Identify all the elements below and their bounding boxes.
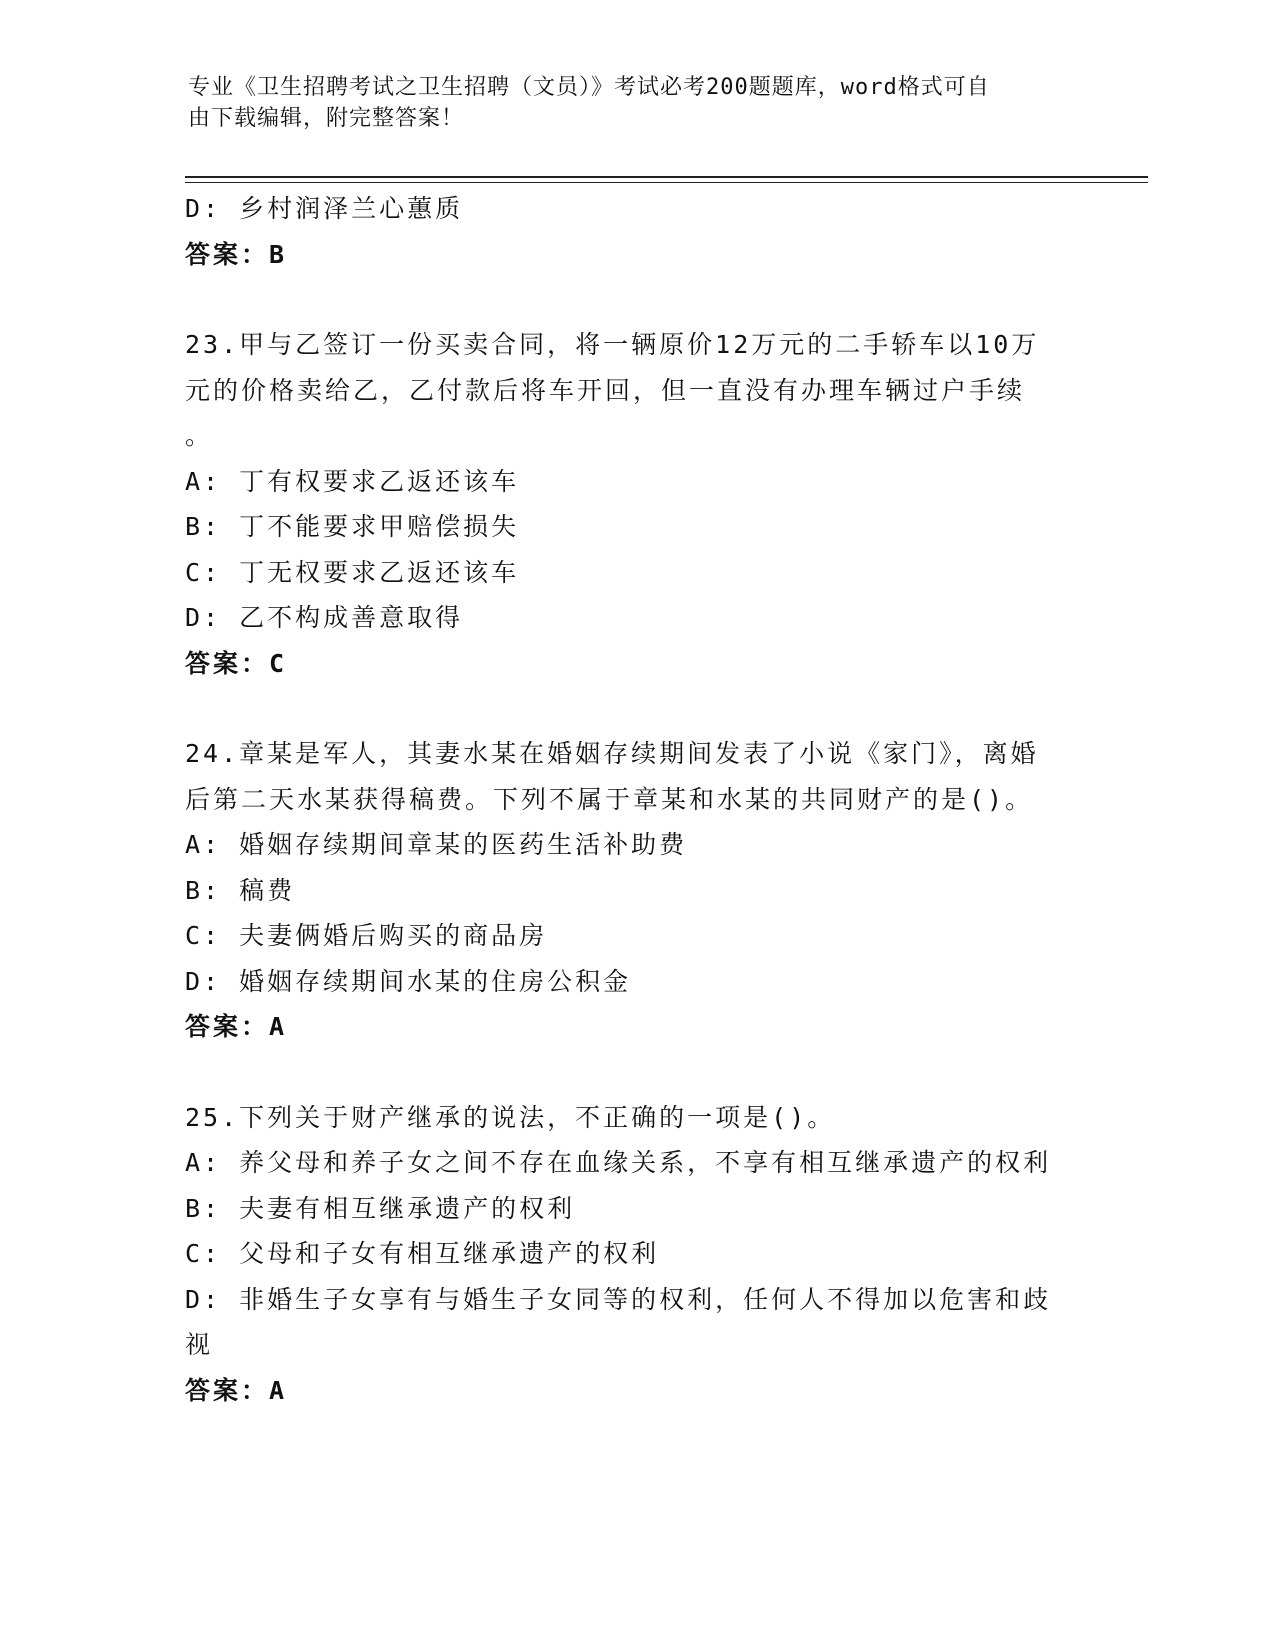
answer: 答案：A xyxy=(185,1012,288,1041)
option-d: D: 婚姻存续期间水某的住房公积金 xyxy=(185,966,632,996)
header-line: 专业《卫生招聘考试之卫生招聘（文员）》考试必考200题题库，word格式可自 xyxy=(188,75,990,100)
question-23 xyxy=(185,322,1085,686)
option-d: D: 乡村润泽兰心蕙质 xyxy=(185,194,464,223)
header-divider-thin xyxy=(185,182,1148,183)
question-text: 后第二天水某获得稿费。下列不属于章某和水某的共同财产的是()。 xyxy=(185,784,1034,814)
question-list xyxy=(185,186,1085,1413)
question-text: 元的价格卖给乙，乙付款后将车开回，但一直没有办理车辆过户手续 xyxy=(185,375,1026,405)
option-a: A: 婚姻存续期间章某的医药生活补助费 xyxy=(185,830,688,859)
option-b: B: 丁不能要求甲赔偿损失 xyxy=(185,512,520,541)
option-d-continued: 视 xyxy=(185,1330,214,1359)
answer: 答案：C xyxy=(185,648,288,678)
option-d: D: 乙不构成善意取得 xyxy=(185,603,464,632)
page-header xyxy=(188,72,1088,134)
header-line: 由下载编辑，附完整答案！ xyxy=(188,106,465,131)
option-c: C: 父母和子女有相互继承遗产的权利 xyxy=(185,1239,660,1268)
option-b: B: 夫妻有相互继承遗产的权利 xyxy=(185,1193,576,1223)
header-divider xyxy=(185,176,1148,178)
answer: 答案：B xyxy=(185,239,288,269)
question-22-tail xyxy=(185,186,1085,277)
option-b: B: 稿费 xyxy=(185,875,296,905)
question-text: 24.章某是军人，其妻水某在婚姻存续期间发表了小说《家门》，离婚 xyxy=(185,739,1039,768)
question-text: 。 xyxy=(185,421,214,450)
option-c: C: 丁无权要求乙返还该车 xyxy=(185,557,520,587)
question-text: 25.下列关于财产继承的说法，不正确的一项是()。 xyxy=(185,1102,836,1132)
option-c: C: 夫妻俩婚后购买的商品房 xyxy=(185,921,548,950)
option-a: A: 养父母和养子女之间不存在血缘关系，不享有相互继承遗产的权利 xyxy=(185,1148,1052,1177)
question-25 xyxy=(185,1095,1085,1414)
question-24 xyxy=(185,731,1085,1050)
answer: 答案：A xyxy=(185,1375,288,1405)
option-a: A: 丁有权要求乙返还该车 xyxy=(185,466,520,496)
question-text: 23.甲与乙签订一份买卖合同，将一辆原价12万元的二手轿车以10万 xyxy=(185,330,1040,359)
option-d: D: 非婚生子女享有与婚生子女同等的权利，任何人不得加以危害和歧 xyxy=(185,1284,1052,1314)
